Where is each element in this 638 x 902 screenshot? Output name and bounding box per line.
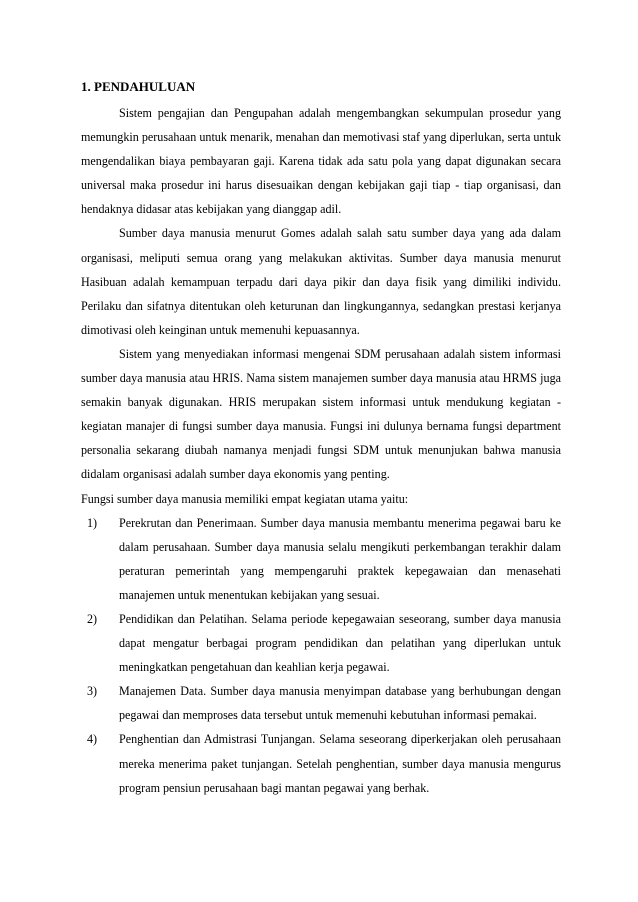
- paragraph-payroll-system: Sistem pengajian dan Pengupahan adalah mengembangkan sekumpulan prosedur yang memungkin perusahaan untuk menarik, menahan dan memotivasi staf yang diperlukan, serta untuk mengendalikan biaya pembayaran gaji. Karena tidak ada satu pola yang dapat digunakan secara universal maka prosedur ini harus disesuaikan dengan kebijakan gaji tiap - tiap organisasi, dan hendaknya didasar atas kebijakan yang dianggap adil.: [81, 106, 561, 217]
- list-item: [81, 679, 561, 727]
- functions-list: [81, 511, 561, 800]
- document-page: [81, 76, 561, 800]
- list-item: [81, 511, 561, 607]
- list-item-number: 2): [87, 611, 98, 626]
- list-item-text: Perekrutan dan Penerimaan. Sumber daya manusia membantu menerima pegawai baru ke dalam perusahaan. Sumber daya manusia selalu mengikuti perkembangan terakhir dalam peraturan pemerintah yang mempengaruhi praktek kepegawaian dan menasehati manajemen untuk menentukan kebijakan yang sesuai.: [119, 515, 561, 602]
- list-item-number: 4): [87, 732, 98, 747]
- list-item: [81, 607, 561, 679]
- paragraph-hris: Sistem yang menyediakan informasi mengenai SDM perusahaan adalah sistem informasi sumber daya manusia atau HRIS. Nama sistem manajemen sumber daya manusia atau HRMS juga semakin banyak digunakan. HRIS merupakan sistem informasi untuk mendukung kegiatan - kegiatan manajer di fungsi sumber daya manusia. Fungsi ini dulunya bernama fungsi department personalia sekarang diubah namanya menjadi fungsi SDM untuk menunjukan bahwa manusia didalam organisasi adalah sumber daya ekonomis yang penting.: [81, 346, 561, 482]
- list-item-number: 3): [87, 684, 98, 699]
- paragraph-human-resources: Sumber daya manusia menurut Gomes adalah salah satu sumber daya yang ada dalam organisasi, meliputi semua orang yang melakukan aktivitas. Sumber daya manusia menurut Hasibuan adalah kemampuan terpadu dari daya pikir dan daya fisik yang dimiliki individu. Perilaku dan sifatnya ditentukan oleh keturunan dan lingkungannya, sedangkan prestasi kerjanya dimotivasi oleh keinginan untuk memenuhi kepuasannya.: [81, 226, 561, 337]
- list-item-text: Penghentian dan Admistrasi Tunjangan. Selama seseorang diperkerjakan oleh perusahaan mereka menerima paket tunjangan. Setelah penghentian, sumber daya manusia mengurus program pensiun perusahaan bagi mantan pegawai yang berhak.: [119, 732, 561, 795]
- functions-intro: Fungsi sumber daya manusia memiliki empat kegiatan utama yaitu:: [81, 491, 409, 506]
- section-heading: 1. PENDAHULUAN: [81, 79, 196, 94]
- list-item: [81, 727, 561, 799]
- list-item-number: 1): [87, 515, 98, 530]
- list-item-text: Pendidikan dan Pelatihan. Selama periode kepegawaian seseorang, sumber daya manusia dapat mengatur berbagai program pendidikan dan pelatihan yang diperlukan untuk meningkatkan pengetahuan dan keahlian kerja pegawai.: [119, 611, 561, 675]
- list-item-text: Manajemen Data. Sumber daya manusia menyimpan database yang berhubungan dengan pegawai dan memproses data tersebut untuk memenuhi kebutuhan informasi pemakai.: [119, 684, 561, 723]
